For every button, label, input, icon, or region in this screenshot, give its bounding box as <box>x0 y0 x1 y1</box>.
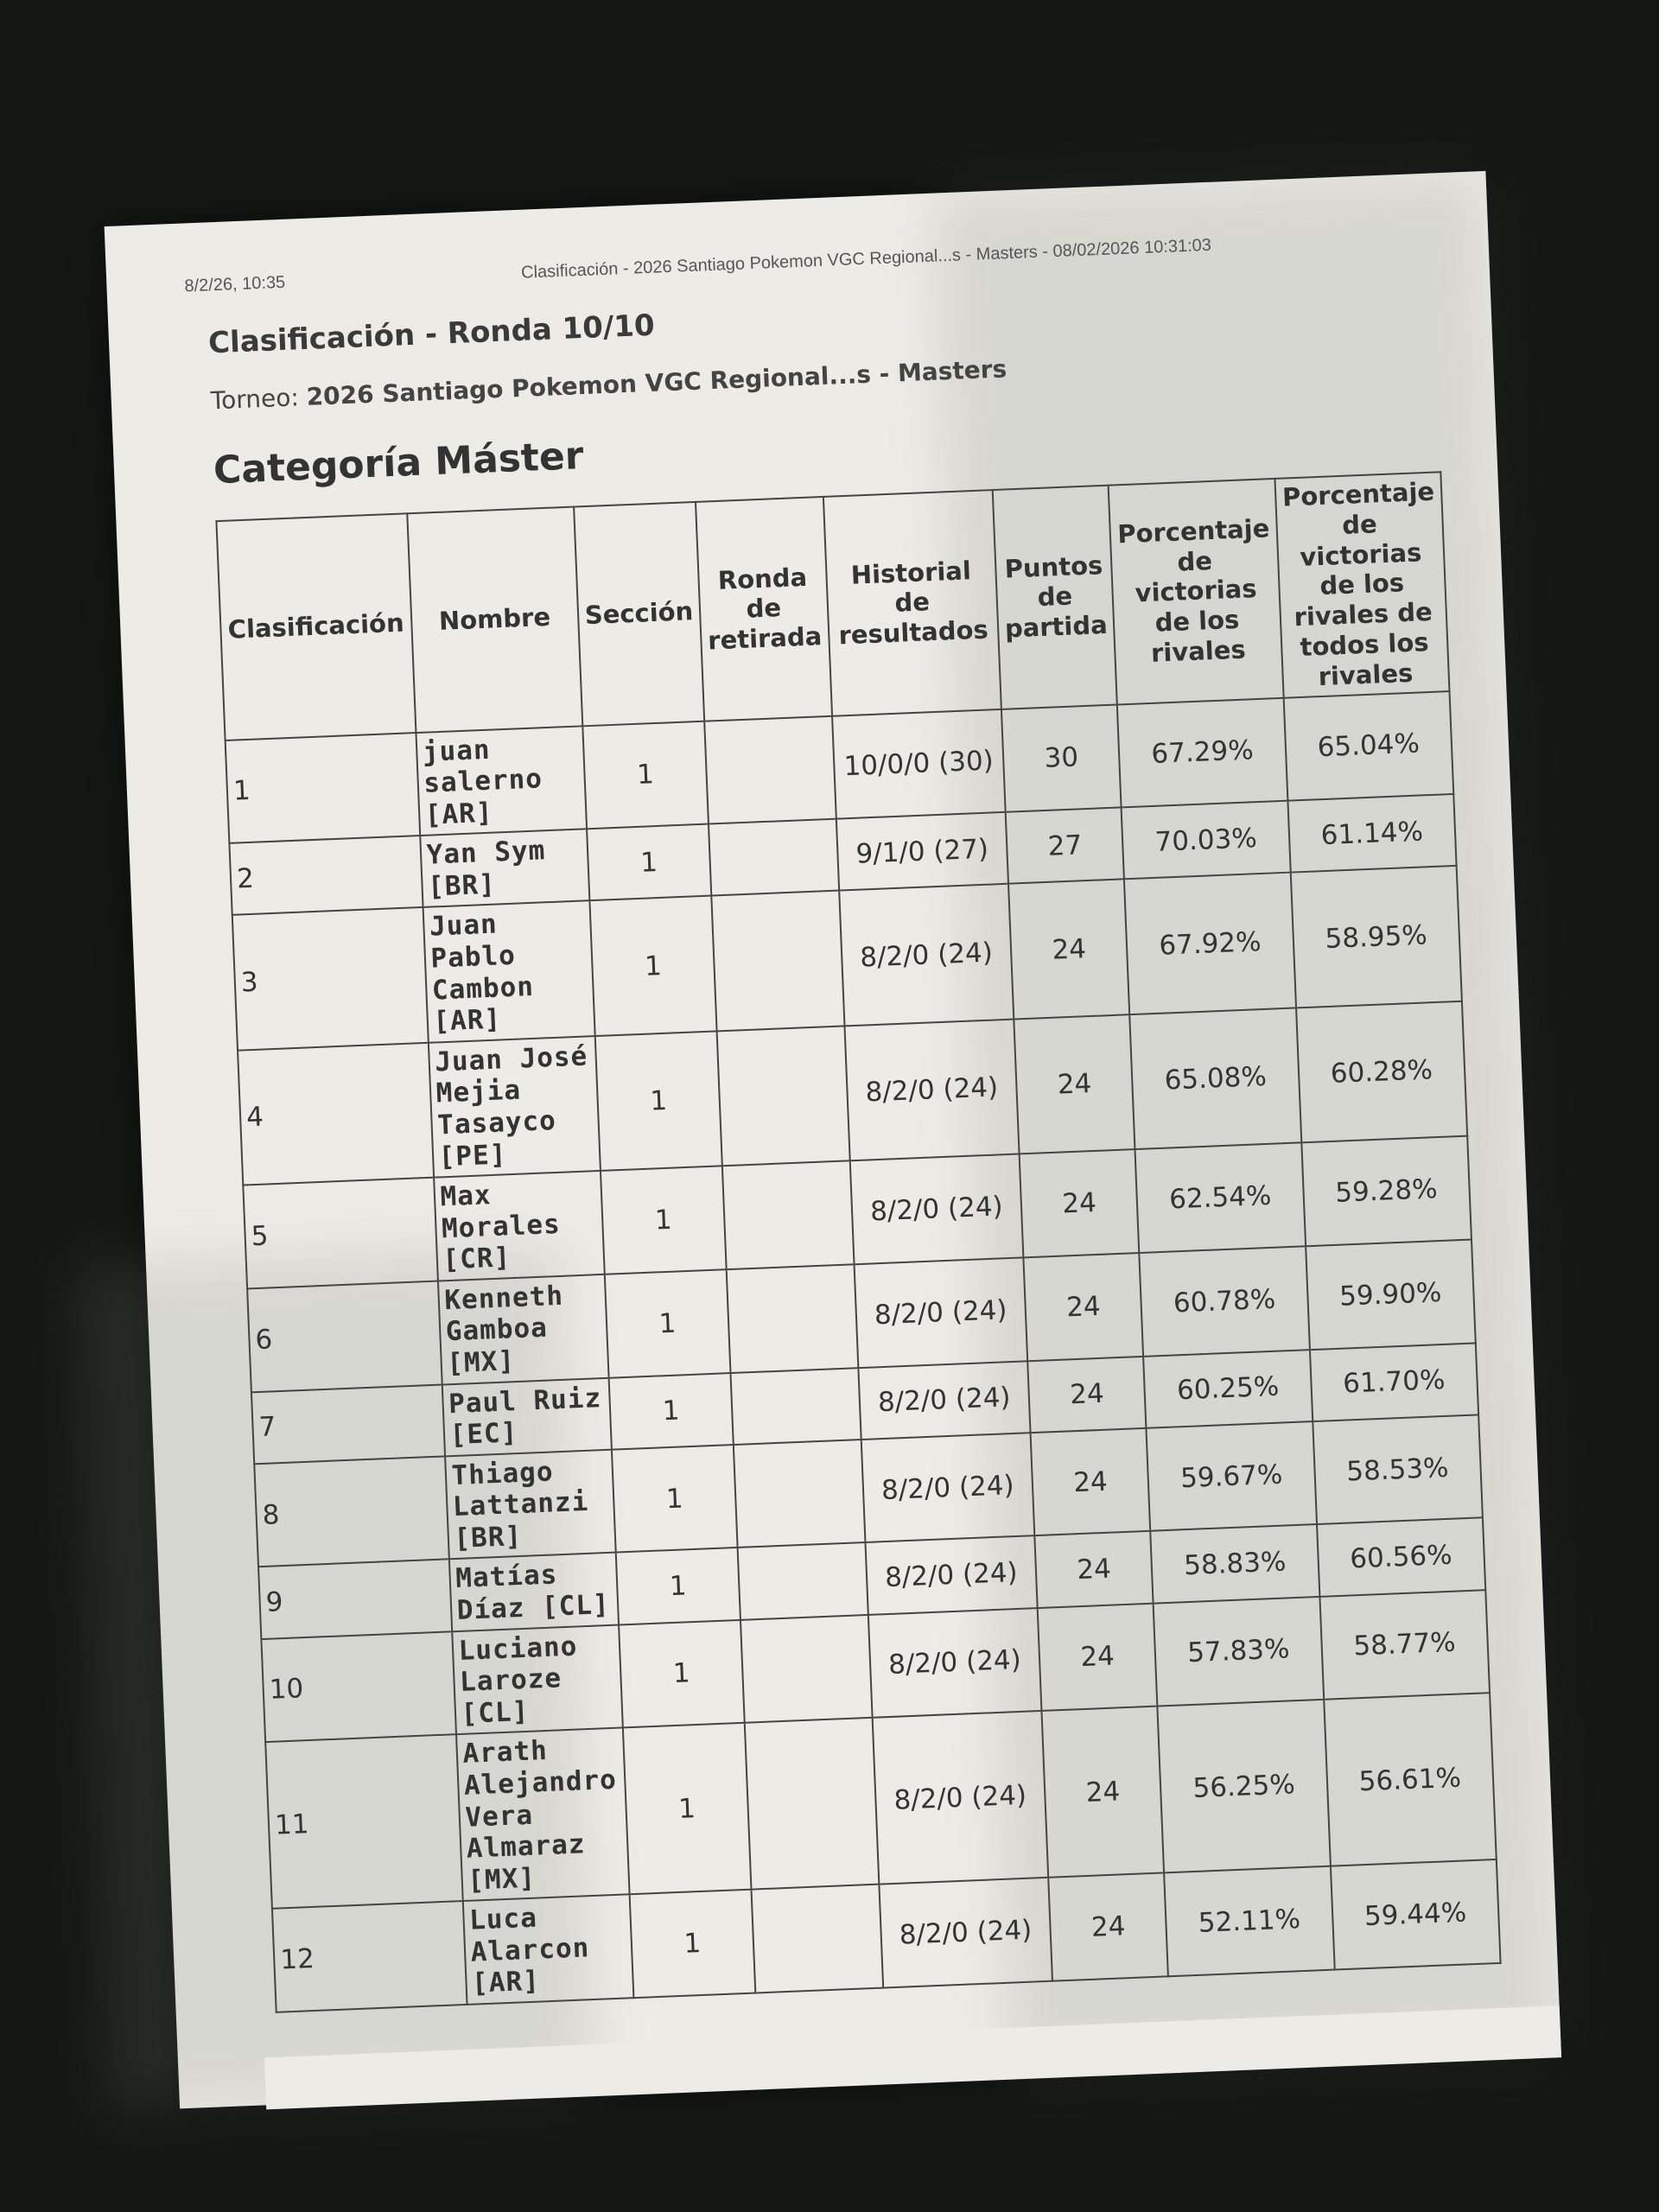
cell-section: 1 <box>589 896 716 1036</box>
cell-name: Matías Díaz [CL] <box>448 1553 618 1631</box>
cell-section: 1 <box>601 1166 727 1274</box>
cell-rank: 8 <box>254 1456 448 1567</box>
cell-points: 24 <box>1041 1707 1164 1878</box>
cell-points: 24 <box>1008 880 1130 1020</box>
cell-points: 24 <box>1031 1428 1151 1536</box>
category-heading: Categoría Máster <box>213 434 585 493</box>
cell-section: 1 <box>608 1373 733 1450</box>
cell-name: Thiago Lattanzi [BR] <box>445 1449 616 1559</box>
cell-record: 8/2/0 (24) <box>865 1536 1037 1615</box>
cell-opp-opp-win-pct: 60.28% <box>1296 1001 1467 1143</box>
cell-opp-opp-win-pct: 61.14% <box>1287 794 1457 873</box>
cell-opp-opp-win-pct: 59.44% <box>1331 1859 1501 1969</box>
cell-name: Kenneth Gamboa [MX] <box>437 1274 608 1384</box>
cell-section: 1 <box>619 1619 745 1727</box>
cell-rank: 6 <box>247 1281 442 1391</box>
cell-record: 10/0/0 (30) <box>832 709 1006 819</box>
cell-points: 24 <box>1020 1149 1140 1257</box>
standings-table <box>215 471 1501 2013</box>
cell-points: 24 <box>1014 1014 1135 1154</box>
cell-rank: 10 <box>261 1631 455 1742</box>
tournament-name: 2026 Santiago Pokemon VGC Regional...s - Masters <box>306 354 1007 411</box>
col-header-section: Sección <box>574 502 704 726</box>
cell-record: 8/2/0 (24) <box>872 1711 1048 1885</box>
cell-section: 1 <box>612 1445 738 1553</box>
cell-section: 1 <box>582 721 709 829</box>
cell-record: 9/1/0 (27) <box>836 812 1008 891</box>
cell-name: Arath Alejandro Vera Almaraz [MX] <box>456 1728 630 1901</box>
cell-name: Max Morales [CR] <box>434 1171 605 1281</box>
cell-rank: 11 <box>265 1735 462 1910</box>
cell-opp-opp-win-pct: 65.04% <box>1283 691 1453 801</box>
cell-name: Luca Alarcon [AR] <box>462 1895 633 2005</box>
cell-rank: 3 <box>232 907 429 1050</box>
cell-points: 24 <box>1038 1603 1158 1711</box>
cell-drop-round <box>722 1160 854 1269</box>
cell-name: Yan Sym [BR] <box>420 830 589 908</box>
cell-opp-win-pct: 52.11% <box>1164 1866 1334 1976</box>
cell-opp-opp-win-pct: 56.61% <box>1324 1693 1497 1866</box>
cell-record: 8/2/0 (24) <box>839 884 1014 1026</box>
cell-rank: 4 <box>238 1043 434 1185</box>
cell-section: 1 <box>605 1269 731 1377</box>
cell-rank: 5 <box>243 1178 437 1288</box>
cell-opp-win-pct: 57.83% <box>1154 1597 1324 1707</box>
cell-drop-round <box>711 891 844 1031</box>
cell-points: 24 <box>1027 1356 1147 1432</box>
cell-record: 8/2/0 (24) <box>861 1433 1034 1543</box>
cell-drop-round <box>738 1542 868 1619</box>
cell-drop-round <box>709 819 839 896</box>
cell-opp-opp-win-pct: 61.70% <box>1310 1343 1479 1421</box>
cell-name: Juan José Mejia Tasayco [PE] <box>428 1036 600 1178</box>
cell-opp-opp-win-pct: 59.90% <box>1306 1239 1476 1349</box>
col-header-opp-opp-win-pct: Porcentaje de victorias de los rivales de todos los rivales <box>1274 472 1449 697</box>
cell-opp-win-pct: 60.25% <box>1143 1350 1312 1428</box>
cell-opp-win-pct: 62.54% <box>1135 1142 1306 1252</box>
col-header-opp-win-pct: Porcentaje de victorias de los rivales <box>1109 479 1283 704</box>
cell-drop-round <box>741 1615 872 1724</box>
cell-opp-opp-win-pct: 58.95% <box>1290 866 1461 1007</box>
cell-record: 8/2/0 (24) <box>879 1878 1052 1988</box>
cell-drop-round <box>734 1440 865 1548</box>
cell-opp-win-pct: 58.83% <box>1151 1524 1319 1603</box>
cell-opp-opp-win-pct: 58.77% <box>1319 1590 1490 1700</box>
cell-record: 8/2/0 (24) <box>858 1361 1030 1440</box>
cell-section: 1 <box>623 1723 752 1894</box>
cell-name: Juan Pablo Cambon [AR] <box>423 901 594 1043</box>
cell-drop-round <box>751 1885 882 1993</box>
cell-section: 1 <box>595 1031 722 1171</box>
cell-drop-round <box>704 715 836 824</box>
print-date: 8/2/26, 10:35 <box>184 272 286 296</box>
tournament-line <box>210 354 1007 415</box>
cell-points: 24 <box>1048 1873 1168 1981</box>
col-header-rank: Clasificación <box>216 513 416 740</box>
cell-opp-win-pct: 67.29% <box>1117 697 1287 807</box>
cell-drop-round <box>745 1718 879 1890</box>
cell-points: 27 <box>1006 808 1125 884</box>
cell-drop-round <box>727 1264 858 1373</box>
cell-opp-opp-win-pct: 60.56% <box>1317 1518 1486 1597</box>
page-title: Clasificación - Ronda 10/10 <box>207 308 656 361</box>
cell-section: 1 <box>587 824 711 901</box>
page-cut-edge <box>264 2005 1561 2109</box>
printed-page <box>105 171 1561 2108</box>
cell-rank: 1 <box>226 733 420 843</box>
cell-opp-win-pct: 70.03% <box>1122 801 1290 880</box>
cell-record: 8/2/0 (24) <box>849 1154 1023 1265</box>
cell-opp-win-pct: 65.08% <box>1130 1007 1301 1149</box>
cell-rank: 7 <box>251 1384 445 1464</box>
cell-rank: 9 <box>258 1560 452 1639</box>
col-header-drop-round: Ronda de retirada <box>696 497 832 721</box>
cell-name: Paul Ruiz [EC] <box>442 1377 611 1456</box>
cell-name: juan salerno [AR] <box>416 726 587 836</box>
cell-points: 30 <box>1001 704 1122 812</box>
col-header-name: Nombre <box>407 507 582 733</box>
cell-opp-win-pct: 67.92% <box>1124 873 1295 1014</box>
cell-record: 8/2/0 (24) <box>844 1019 1019 1160</box>
cell-points: 24 <box>1034 1531 1154 1607</box>
cell-points: 24 <box>1023 1253 1143 1361</box>
cell-opp-win-pct: 60.78% <box>1140 1246 1310 1356</box>
cell-rank: 2 <box>229 836 423 915</box>
cell-rank: 12 <box>272 1901 467 2012</box>
cell-opp-win-pct: 59.67% <box>1147 1421 1317 1531</box>
cell-drop-round <box>717 1026 850 1166</box>
cell-record: 8/2/0 (24) <box>854 1257 1027 1368</box>
cell-name: Luciano Laroze [CL] <box>452 1624 623 1734</box>
print-header-title: Clasificación - 2026 Santiago Pokemon VGC Regional...s - Masters - 08/02/2026 10:31:03 <box>520 235 1212 283</box>
tournament-label: Torneo: <box>210 383 300 416</box>
cell-section: 1 <box>629 1890 755 1998</box>
col-header-points: Puntos de partida <box>993 486 1117 709</box>
cell-opp-opp-win-pct: 58.53% <box>1313 1414 1483 1524</box>
cell-record: 8/2/0 (24) <box>868 1608 1041 1719</box>
cell-opp-win-pct: 56.25% <box>1158 1700 1331 1872</box>
cell-drop-round <box>730 1368 861 1445</box>
col-header-record: Historial de resultados <box>823 490 1001 715</box>
cell-opp-opp-win-pct: 59.28% <box>1301 1136 1471 1246</box>
cell-section: 1 <box>616 1548 741 1624</box>
